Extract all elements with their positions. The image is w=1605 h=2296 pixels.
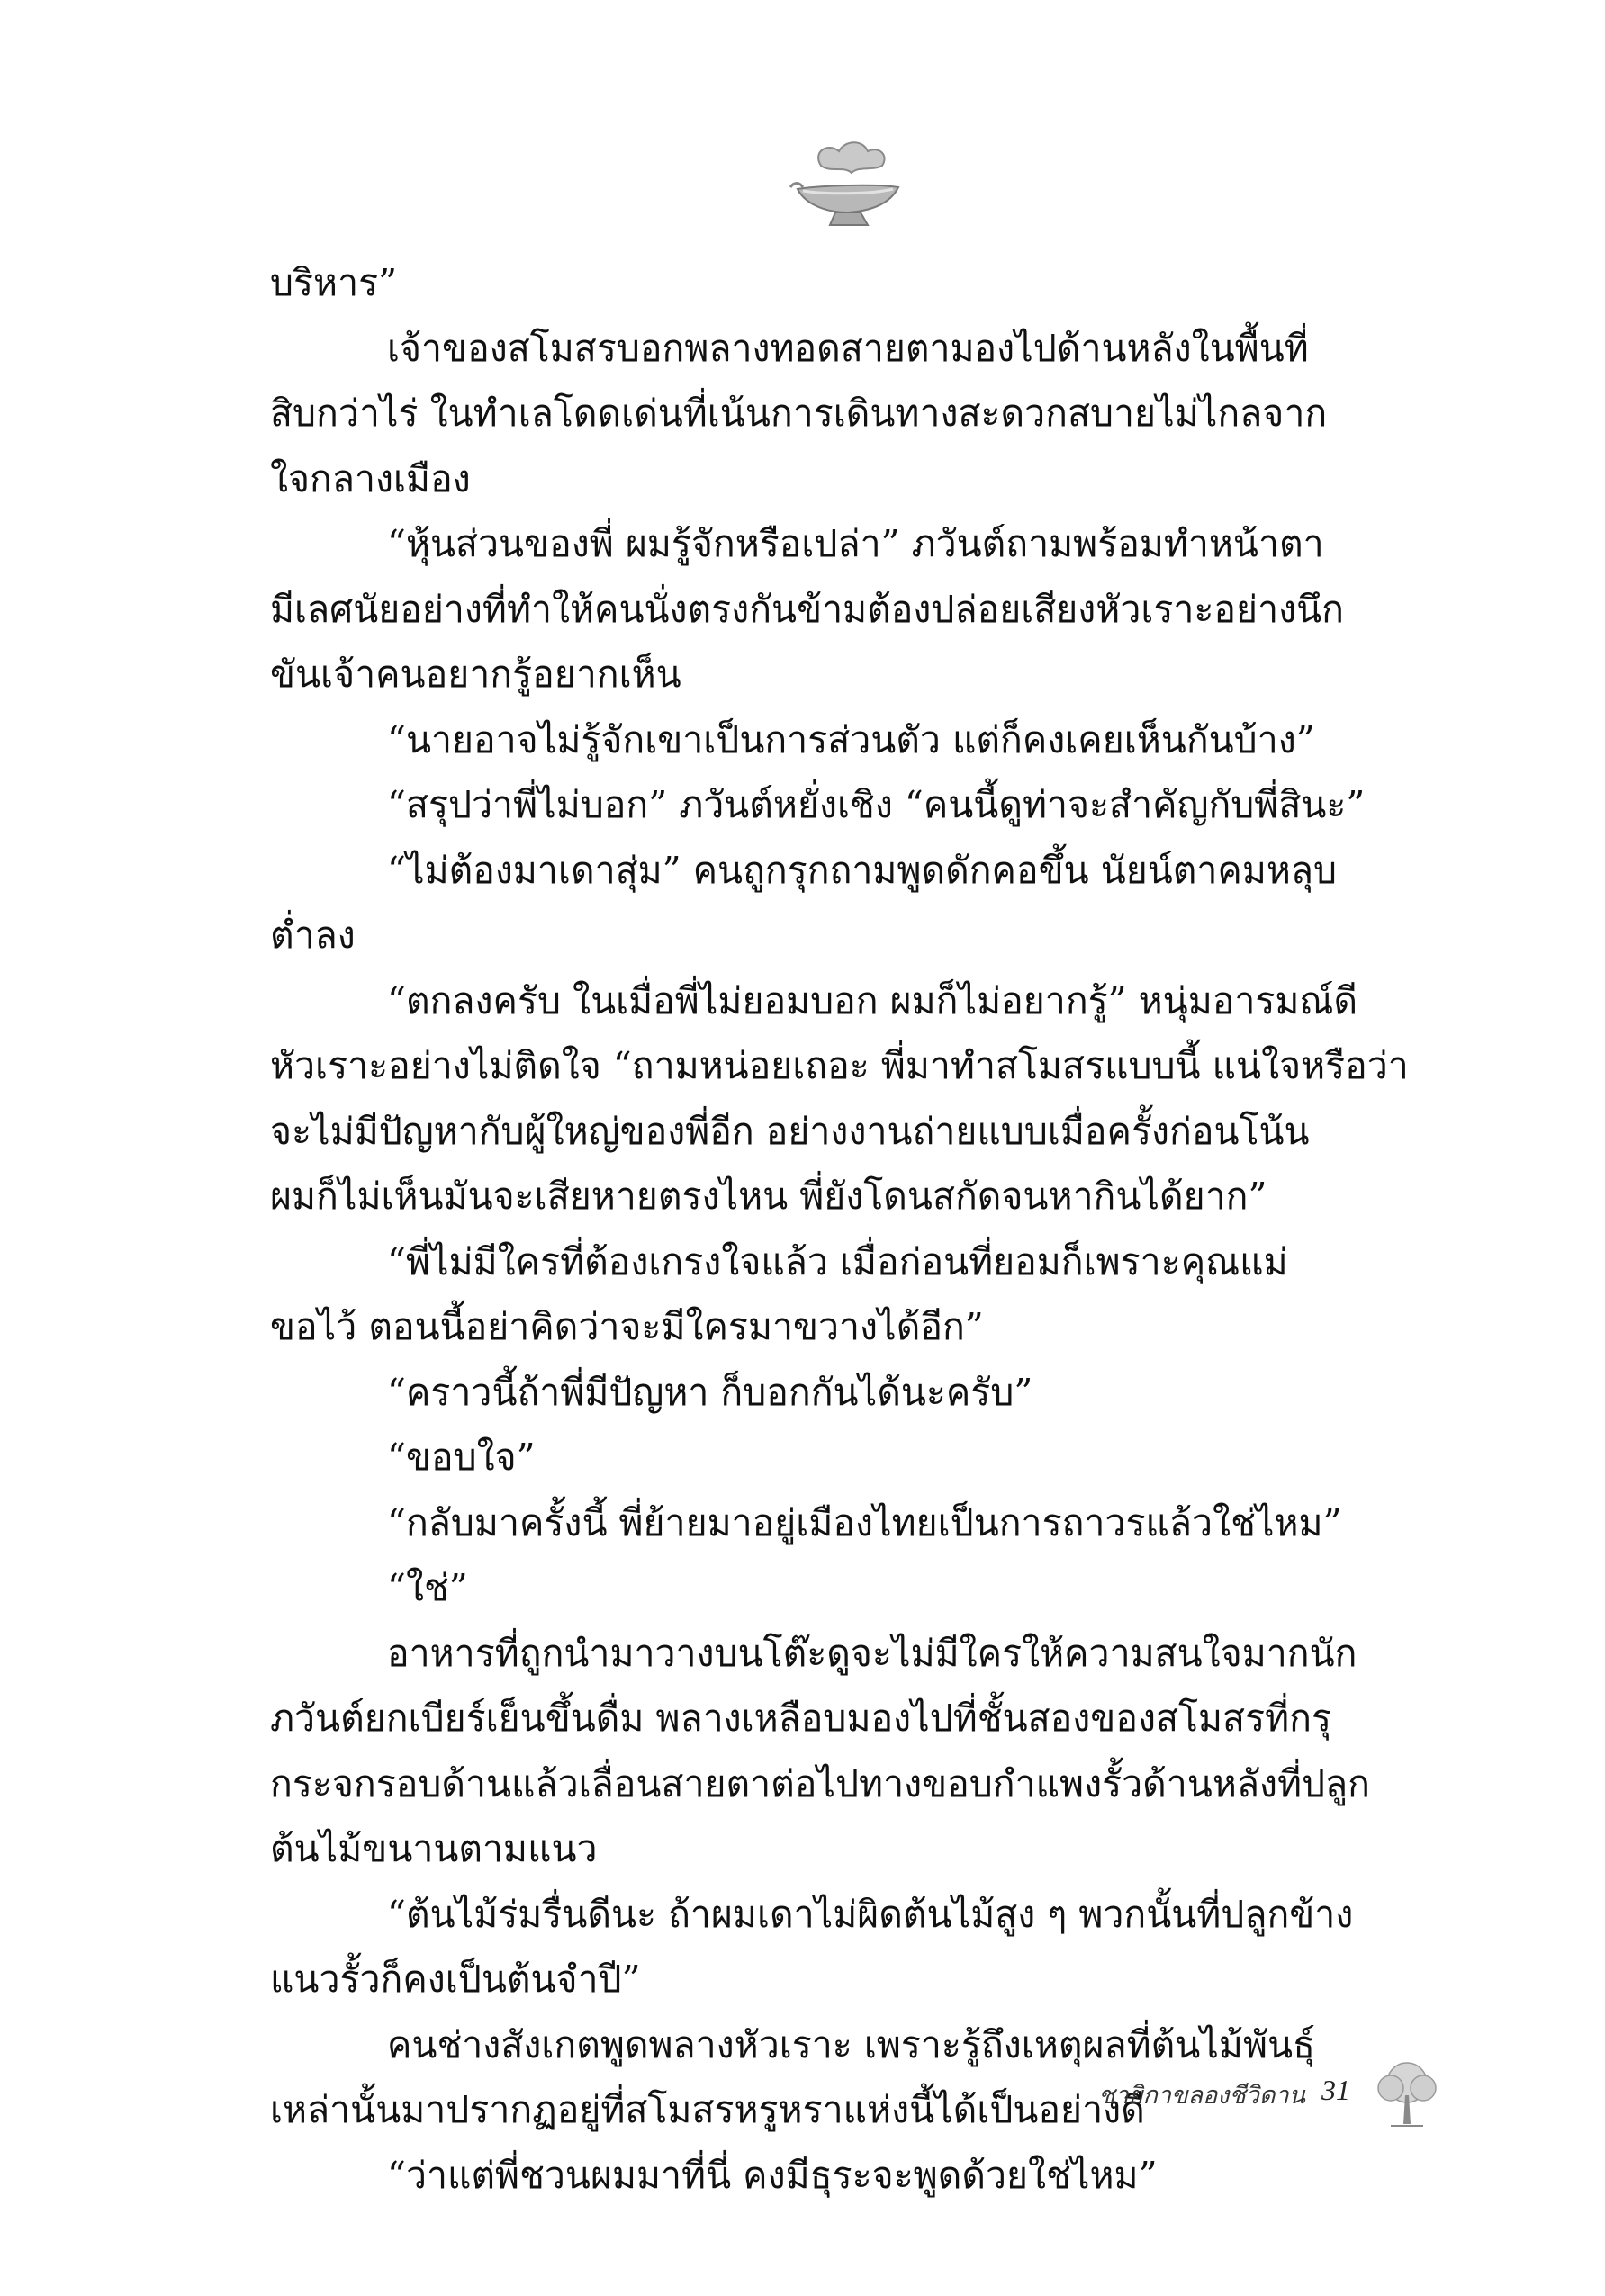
tree-icon: [1364, 2059, 1449, 2131]
text-line: “คราวนี้ถ้าพี่มีปัญหา ก็บอกกันได้นะครับ”: [387, 1370, 1033, 1414]
page-number: 31: [1321, 2074, 1350, 2106]
text-line: เจ้าของสโมสรบอกพลางทอดสายตามองไปด้านหลังในพื้นที่: [387, 326, 1309, 370]
text-line: หัวเราะอย่างไม่ติดใจ “ถามหน่อยเถอะ พี่มาทำสโมสรแบบนี้ แน่ใจหรือว่า: [270, 1044, 1409, 1087]
text-line: “นายอาจไม่รู้จักเขาเป็นการส่วนตัว แต่ก็คงเคยเห็นกันบ้าง”: [387, 717, 1315, 761]
text-line: “ขอบใจ”: [387, 1436, 536, 1479]
text-line: แนวรั้วก็คงเป็นต้นจำปี”: [270, 1958, 641, 2001]
text-line: “หุ้นส่วนของพี่ ผมรู้จักหรือเปล่า” ภวันต์ถามพร้อมทำหน้าตา: [387, 522, 1324, 565]
text-line: ภวันต์ยกเบียร์เย็นขึ้นดื่ม พลางเหลือบมองไปที่ชั้นสองของสโมสรที่กรุ: [270, 1697, 1331, 1740]
text-line: “ว่าแต่พี่ชวนผมมาที่นี่ คงมีธุระจะพูดด้วยใช่ไหม”: [387, 2153, 1158, 2197]
text-line: ขันเจ้าคนอยากรู้อยากเห็น: [270, 653, 681, 696]
body-text: [270, 250, 1409, 2208]
text-line: ผมก็ไม่เห็นมันจะเสียหายตรงไหน พี่ยังโดนสกัดจนหากินได้ยาก”: [270, 1175, 1267, 1218]
text-line: เหล่านั้นมาปรากฏอยู่ที่สโมสรหรูหราแห่งนี้ได้เป็นอย่างดี: [270, 2088, 1145, 2131]
text-line: ขอไว้ ตอนนี้อย่าคิดว่าจะมีใครมาขวางได้อีก”: [270, 1305, 984, 1348]
text-line: “ไม่ต้องมาเดาสุ่ม” คนถูกรุกถามพูดดักคอขึ้น นัยน์ตาคมหลุบ: [387, 848, 1338, 892]
text-line: “กลับมาครั้งนี้ พี่ย้ายมาอยู่เมืองไทยเป็นการถาวรแล้วใช่ไหม”: [387, 1500, 1342, 1544]
text-line: ใจกลางเมือง: [270, 456, 471, 500]
text-line: “ตกลงครับ ในเมื่อพี่ไม่ยอมบอก ผมก็ไม่อยากรู้” หนุ่มอารมณ์ดี: [387, 978, 1358, 1022]
text-line: กระจกรอบด้านแล้วเลื่อนสายตาต่อไปทางขอบกำแพงรั้วด้านหลังที่ปลูก: [270, 1761, 1370, 1805]
text-line: บริหาร”: [270, 261, 398, 304]
text-line: ต้นไม้ขนานตามแนว: [270, 1827, 598, 1870]
text-line: ต่ำลง: [270, 914, 356, 957]
text-line: สิบกว่าไร่ ในทำเลโดดเด่นที่เน้นการเดินทางสะดวกสบายไม่ไกลจาก: [270, 392, 1328, 435]
text-line: “พี่ไม่มีใครที่ต้องเกรงใจแล้ว เมื่อก่อนที่ยอมก็เพราะคุณแม่: [387, 1239, 1288, 1283]
text-line: “ใช่”: [387, 1566, 468, 1609]
text-line: “ต้นไม้ร่มรื่นดีนะ ถ้าผมเดาไม่ผิดต้นไม้สูง ๆ พวกนั้นที่ปลูกข้าง: [387, 1892, 1354, 1936]
text-line: อาหารที่ถูกนำมาวางบนโต๊ะดูจะไม่มีใครให้ความสนใจมากนัก: [387, 1631, 1357, 1675]
text-line: คนช่างสังเกตพูดพลางหัวเราะ เพราะรู้ถึงเหตุผลที่ต้นไม้พันธุ์: [387, 2022, 1316, 2066]
text-line: “สรุปว่าพี่ไม่บอก” ภวันต์หยั่งเชิง “คนนี้ดูท่าจะสำคัญกับพี่สินะ”: [387, 783, 1366, 826]
page-footer: [1071, 2059, 1449, 2131]
text-line: จะไม่มีปัญหากับผู้ใหญ่ของพี่อีก อย่างงานถ่ายแบบเมื่อครั้งก่อนโน้น: [270, 1109, 1310, 1153]
lamp-ornament-icon: [785, 135, 911, 234]
text-line: มีเลศนัยอย่างที่ทำให้คนนั่งตรงกันข้ามต้องปล่อยเสียงหัวเราะอย่างนึก: [270, 587, 1344, 631]
running-title: ชายิกาขลองชีวิดาน: [1098, 2082, 1305, 2110]
